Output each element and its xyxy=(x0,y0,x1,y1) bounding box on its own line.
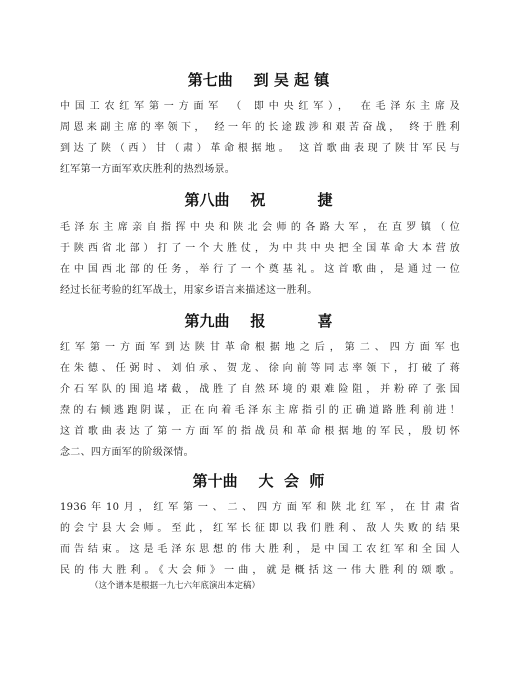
text-line: 这首歌曲表达了第一方面军的指战员和革命根据地的军民，殷切怀 xyxy=(60,426,460,437)
text-line: 在朱德、任弼时、刘伯承、贺龙、徐向前等同志率领下，打破了蒋 xyxy=(60,363,460,374)
text-line: 经过长征考验的红军战士，用家乡语言来描述这一胜利。 xyxy=(60,285,318,296)
section-body-8 xyxy=(60,217,460,301)
section-title-7: 第七曲 到 吴 起 镇 xyxy=(187,71,330,89)
text-line: 民的伟大胜利。《大会师》一曲，就是概括这一伟大胜利的颂歌。 xyxy=(60,565,460,576)
section-body-9 xyxy=(60,337,460,463)
text-line: 毛泽东主席亲自指挥中央和陕北会师的各路大军，在直罗镇（位 xyxy=(60,222,460,233)
section-title-10: 第十曲 大 会 师 xyxy=(192,472,325,490)
text-line: 红军第一方面军到达陕甘革命根据地之后，第二、四方面军也 xyxy=(60,342,460,353)
section-title-9: 第九曲 报 喜 xyxy=(184,312,333,330)
section-body-10 xyxy=(60,497,460,581)
text-line: 1936年10月，红军第一、二、四方面军和陕北红军，在甘肃省 xyxy=(60,502,460,513)
text-line: 念二、四方面军的阶级深情。 xyxy=(60,447,194,458)
section-title-8: 第八曲 祝 捷 xyxy=(184,191,333,209)
text-line: 于陕西省北部）打了一个大胜仗，为中共中央把全国革命大本营放 xyxy=(60,243,460,254)
section-body-7 xyxy=(60,96,460,180)
text-line: 到达了陕（西）甘（肃）革命根据地。 这首歌曲表现了陕甘军民与 xyxy=(60,143,460,154)
text-line: 的会宁县大会师。至此，红军长征即以我们胜利、敌人失败的结果 xyxy=(60,523,460,534)
text-line: 红军第一方面军欢庆胜利的热烈场景。 xyxy=(60,164,236,175)
text-line: 中国工农红军第一方面军 （ 即中央红军）， 在毛泽东主席及 xyxy=(60,101,460,112)
text-line: 而告结束。这是毛泽东思想的伟大胜利，是中国工农红军和全国人 xyxy=(60,544,460,555)
text-line: 焘的右倾逃跑阴谋，正在向着毛泽东主席指引的正确道路胜利前进！ xyxy=(60,405,460,416)
text-line: 在中国西北部的任务，举行了一个奠基礼。这首歌曲，是通过一位 xyxy=(60,264,460,275)
text-line: 介石军队的围追堵截，战胜了自然环境的艰难险阻，并粉碎了张国 xyxy=(60,384,460,395)
footnote: （这个谱本是根据一九七六年底演出本定稿） xyxy=(90,581,261,591)
text-line: 周恩来副主席的率领下， 经一年的长途跋涉和艰苦奋战， 终于胜利 xyxy=(60,122,460,133)
